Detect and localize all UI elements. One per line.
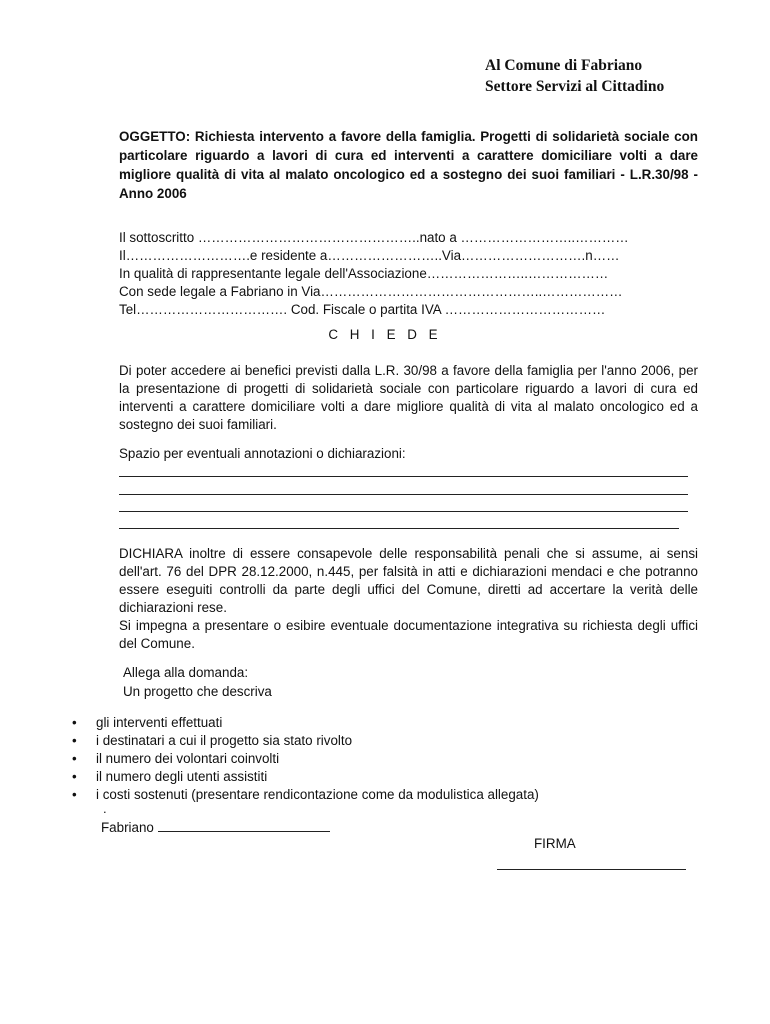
- signature-line: [497, 869, 686, 870]
- notes-line-3: [119, 511, 688, 512]
- notes-line-2: [119, 494, 688, 495]
- declarant-line-association: In qualità di rappresentante legale dell'Associazione…………………..………………: [119, 266, 609, 281]
- declarant-fields: [119, 229, 699, 319]
- notes-label: Spazio per eventuali annotazioni o dichiarazioni:: [119, 446, 406, 461]
- bullet-icon: •: [72, 751, 77, 766]
- signature-label: FIRMA: [534, 836, 576, 851]
- place-date-field: [101, 818, 330, 835]
- chiede-heading: [0, 327, 770, 342]
- declarant-line-name: Il sottoscritto …………………………………………..nato a ……………………..…………: [119, 230, 629, 245]
- bullet-icon: •: [72, 715, 77, 730]
- list-item: • il numero degli utenti assistiti: [72, 769, 268, 784]
- date-blank-line: [158, 818, 330, 832]
- bullet-icon: •: [72, 787, 77, 802]
- attachments-list: [66, 714, 539, 804]
- impegno-paragraph: Si impegna a presentare o esibire eventuale documentazione integrativa su richiesta degli uffici del Comune.: [119, 618, 698, 651]
- addressee-line-2: Settore Servizi al Cittadino: [485, 78, 665, 95]
- notes-line-1: [119, 476, 688, 477]
- declarant-line-tel: Tel……………………………. Cod. Fiscale o partita IVA ………………………………: [119, 302, 606, 317]
- list-item: • il numero dei volontari coinvolti: [72, 751, 280, 766]
- list-item: • gli interventi effettuati: [72, 715, 223, 730]
- attachments-intro: [123, 663, 272, 701]
- declarant-line-residence: Il……………………….e residente a……………………..Via……………………….n……: [119, 248, 620, 263]
- request-paragraph: Di poter accedere ai benefici previsti dalla L.R. 30/98 a favore della famiglia per l'anno 2006, per la presentazione di progetti di solidarietà sociale con particolare riguardo a lavori di cura ed interventi a carattere domiciliare volti a dare migliore qualità di vita al malato oncologico ed a sostegno dei suoi familiari.: [119, 363, 698, 432]
- notes-line-4: [119, 528, 679, 529]
- addressee-line-1: Al Comune di Fabriano: [485, 57, 643, 74]
- attachments-line-2: Un progetto che descriva: [123, 684, 272, 699]
- list-item: • i costi sostenuti (presentare rendicontazione come da modulistica allegata): [72, 787, 539, 802]
- addressee-block: [485, 55, 664, 97]
- dichiara-paragraph: DICHIARA inoltre di essere consapevole delle responsabilità penali che si assume, ai sensi dell'art. 76 del DPR 28.12.2000, n.445, per falsità in atti e dichiarazioni mendaci e che potranno essere eseguiti controlli da parte degli uffici del Comune, diretti ad accertare la verità delle dichiarazioni rese.: [119, 546, 698, 615]
- stray-mark: .: [103, 801, 107, 816]
- attachments-line-1: Allega alla domanda:: [123, 665, 249, 680]
- bullet-icon: •: [72, 733, 77, 748]
- dichiara-block: [119, 545, 698, 653]
- chiede-text: C H I E D E: [328, 327, 442, 342]
- place-label: Fabriano: [101, 820, 154, 835]
- bullet-icon: •: [72, 769, 77, 784]
- declarant-line-address: Con sede legale a Fabriano in Via…………………………………………..………………: [119, 284, 623, 299]
- subject-heading: OGGETTO: Richiesta intervento a favore della famiglia. Progetti di solidarietà sociale con particolare riguardo a lavori di cura ed interventi a carattere domiciliare volti a dare migliore qualità di vita al malato oncologico ed a sostegno dei suoi familiari - L.R.30/98 - Anno 2006: [119, 129, 698, 201]
- list-item: • i destinatari a cui il progetto sia stato rivolto: [72, 733, 353, 748]
